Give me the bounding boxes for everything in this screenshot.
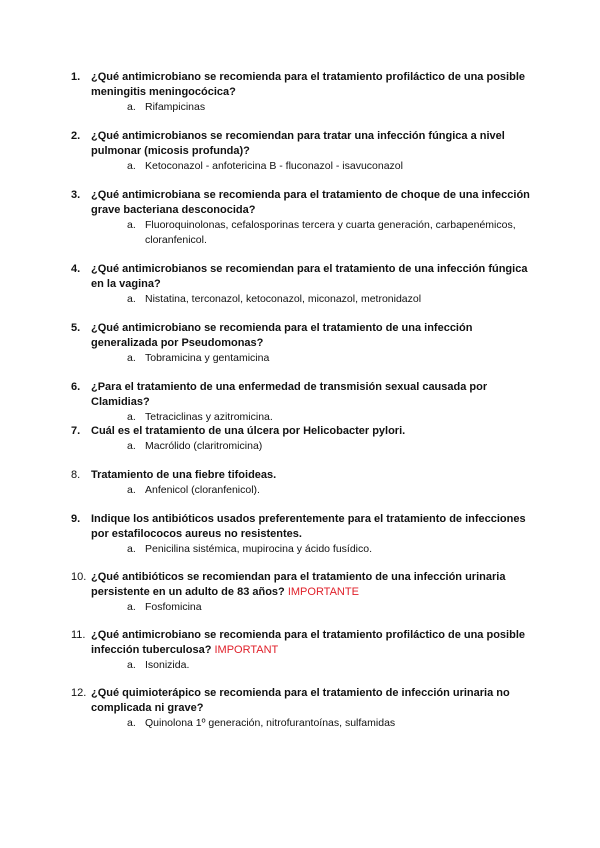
answer-letter: a.	[127, 440, 136, 452]
question-text	[91, 628, 531, 658]
question-number: 1.	[71, 71, 81, 83]
question-text: Indique los antibióticos usados preferentemente para el tratamiento de infecciones por estafilococos aureus no resistentes.	[91, 513, 526, 540]
answer-text: Fosfomicina	[145, 601, 202, 613]
answer-text: Ketoconazol - anfotericina B - fluconazol - isavuconazol	[145, 160, 403, 172]
answer-text: Nistatina, terconazol, ketoconazol, miconazol, metronidazol	[145, 293, 422, 305]
question-6	[71, 380, 531, 425]
question-number: 12.	[71, 687, 87, 699]
question-text: ¿Qué antimicrobianos se recomiendan para el tratamiento de una infección fúngica en la vagina?	[91, 263, 528, 290]
question-number: 7.	[71, 425, 81, 437]
answer-letter: a.	[127, 160, 136, 172]
question-text: Cuál es el tratamiento de una úlcera por Helicobacter pylori.	[91, 425, 406, 437]
answer-text: Anfenicol (cloranfenicol).	[145, 484, 260, 496]
answer-item	[127, 292, 531, 307]
important-flag: IMPORTANTE	[287, 586, 359, 598]
answer-item	[127, 410, 531, 425]
answer-item	[127, 218, 531, 248]
answer-text: Tetraciclinas y azitromicina.	[145, 411, 273, 423]
question-5	[71, 321, 531, 366]
question-text: ¿Qué antimicrobianos se recomiendan para tratar una infección fúngica a nivel pulmonar (micosis profunda)?	[91, 130, 505, 157]
answer-letter: a.	[127, 352, 136, 364]
question-text: ¿Qué quimioterápico se recomienda para el tratamiento de infección urinaria no complicada ni grave?	[91, 687, 510, 714]
answer-letter: a.	[127, 293, 136, 305]
question-2	[71, 129, 531, 174]
question-number: 11.	[71, 629, 86, 641]
answer-text: Tobramicina y gentamicina	[145, 352, 270, 364]
answer-item	[127, 483, 531, 498]
answer-text: Isonizida.	[145, 659, 190, 671]
answer-letter: a.	[127, 543, 136, 555]
answer-text: Rifampicinas	[145, 101, 206, 113]
question-11	[71, 628, 531, 673]
question-number: 4.	[71, 263, 81, 275]
answer-item	[127, 351, 531, 366]
question-text: ¿Qué antimicrobiano se recomienda para el tratamiento de una infección generalizada por Pseudomonas?	[91, 322, 473, 349]
question-4	[71, 262, 531, 307]
question-number: 8.	[71, 469, 81, 481]
answer-text: Quinolona 1º generación, nitrofurantoínas, sulfamidas	[145, 717, 396, 729]
answer-letter: a.	[127, 101, 136, 113]
answer-text: Macrólido (claritromicina)	[145, 440, 263, 452]
answer-item	[127, 600, 531, 615]
answer-letter: a.	[127, 659, 136, 671]
question-10	[71, 570, 531, 615]
answer-letter: a.	[127, 411, 136, 423]
answer-letter: a.	[127, 717, 136, 729]
question-number: 3.	[71, 189, 81, 201]
question-text: ¿Qué antimicrobiana se recomienda para el tratamiento de choque de una infección grave bacteriana desconocida?	[91, 189, 530, 216]
question-12	[71, 686, 531, 731]
answer-text: Fluoroquinolonas, cefalosporinas tercera y cuarta generación, carbapenémicos, cloranfenicol.	[145, 219, 516, 246]
question-9	[71, 512, 531, 557]
answer-letter: a.	[127, 484, 136, 496]
answer-item	[127, 542, 531, 557]
question-number: 6.	[71, 381, 81, 393]
question-text: ¿Para el tratamiento de una enfermedad de transmisión sexual causada por Clamidias?	[91, 381, 488, 408]
answer-letter: a.	[127, 601, 136, 613]
answer-item	[127, 100, 531, 115]
answer-item	[127, 159, 531, 174]
question-number: 10.	[71, 571, 87, 583]
question-text-content: ¿Qué antibióticos se recomiendan para el tratamiento de una infección urinaria persistente en un adulto de 83 años?	[91, 571, 506, 598]
question-number: 5.	[71, 322, 81, 334]
answer-item	[127, 439, 531, 454]
important-flag: IMPORTANT	[214, 644, 279, 656]
question-8	[71, 468, 531, 498]
question-7	[71, 424, 531, 454]
answer-text: Penicilina sistémica, mupirocina y ácido fusídico.	[145, 543, 373, 555]
question-number: 9.	[71, 513, 81, 525]
question-text: Tratamiento de una fiebre tifoideas.	[91, 469, 277, 481]
answer-letter: a.	[127, 219, 136, 231]
question-3	[71, 188, 531, 248]
question-1	[71, 70, 531, 115]
question-text	[91, 570, 531, 600]
question-number: 2.	[71, 130, 81, 142]
question-text: ¿Qué antimicrobiano se recomienda para el tratamiento profiláctico de una posible meningitis meningocócica?	[91, 71, 525, 98]
answer-item	[127, 716, 531, 731]
answer-item	[127, 658, 531, 673]
question-text-content: ¿Qué antimicrobiano se recomienda para el tratamiento profiláctico de una posible infección tuberculosa?	[91, 629, 525, 656]
